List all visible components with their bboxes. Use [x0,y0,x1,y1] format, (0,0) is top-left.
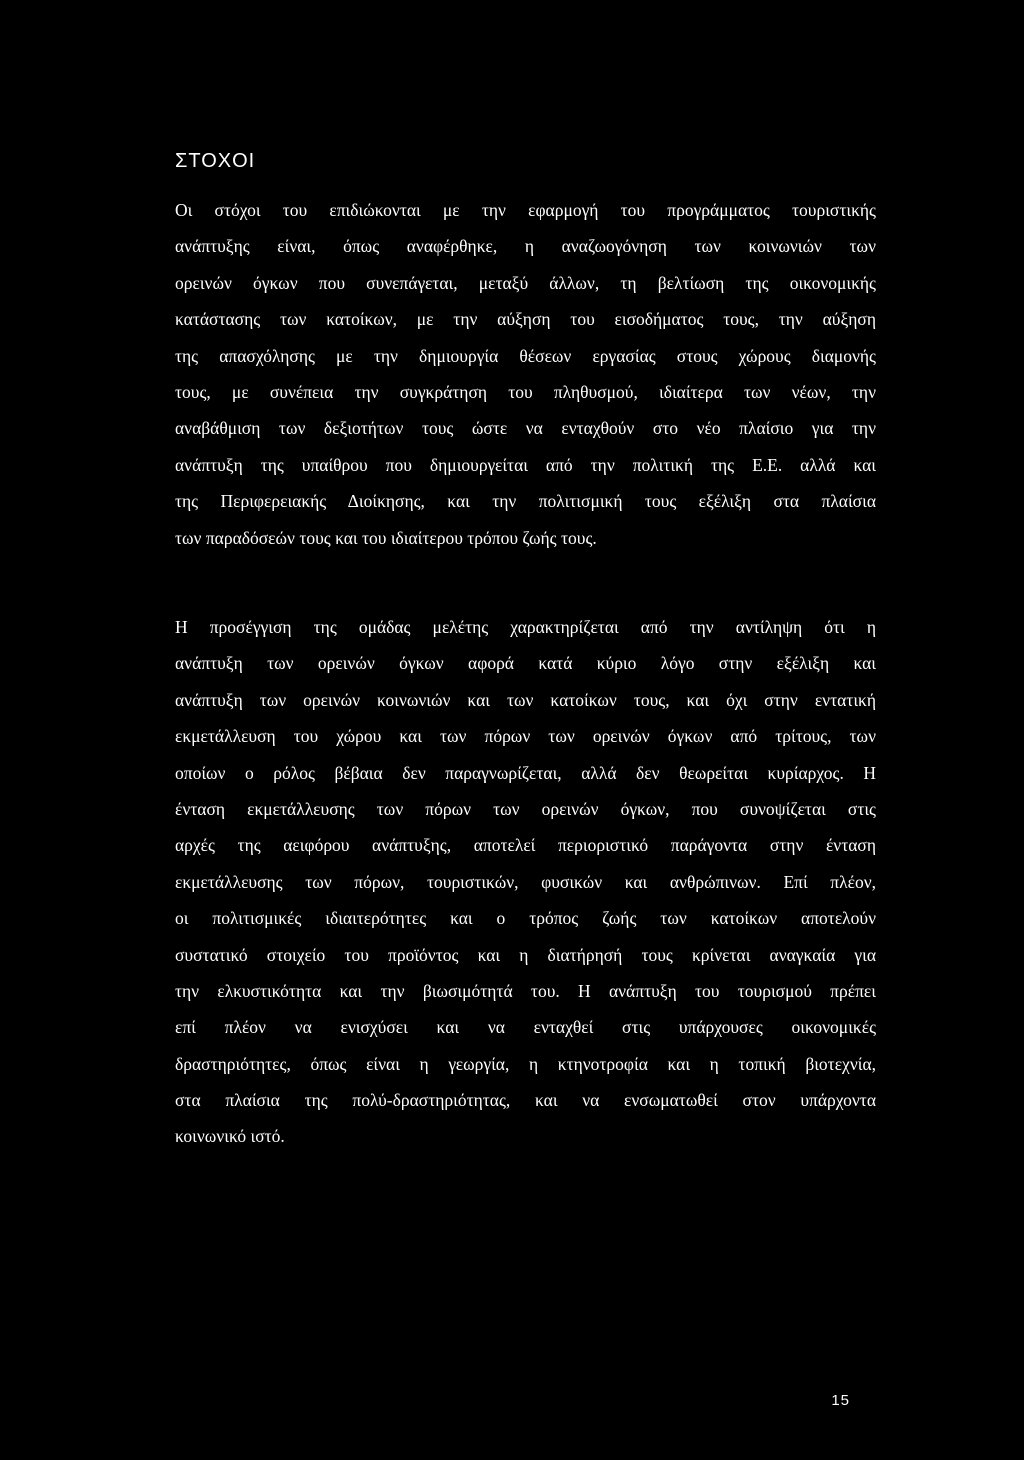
text-line: ένταση εκμετάλλευσης των πόρων των ορεινών όγκων, που συνοψίζεται στις [175,798,876,819]
section-heading: ΣΤΟΧΟΙ [175,150,256,172]
text-line: της Περιφερειακής Διοίκησης, και την πολιτισμική τους εξέλιξη στα πλαίσια [175,491,876,512]
text-line: αρχές της αειφόρου ανάπτυξης, αποτελεί περιοριστικό παράγοντα στην ένταση [175,835,876,856]
text-line: συστατικό στοιχείο του προϊόντος και η διατήρησή τους κρίνεται αναγκαία για [175,944,876,965]
paragraph-approach [175,609,876,1155]
text-line: ανάπτυξης είναι, όπως αναφέρθηκε, η αναζωογόνηση των κοινωνιών των [175,236,876,257]
paragraph-objectives [175,192,876,556]
text-line: ορεινών όγκων που συνεπάγεται, μεταξύ άλλων, τη βελτίωση της οικονομικής [175,272,876,293]
text-line: τους, με συνέπεια την συγκράτηση του πληθυσμού, ιδιαίτερα των νέων, την [175,381,876,402]
text-line: των παραδόσεών τους και του ιδιαίτερου τρόπου ζωής τους. [175,527,597,548]
page-number: 15 [831,1392,850,1409]
text-line: Η προσέγγιση της ομάδας μελέτης χαρακτηρίζεται από την αντίληψη ότι η [175,617,876,637]
text-line: δραστηριότητες, όπως είναι η γεωργία, η κτηνοτροφία και η τοπική βιοτεχνία, [175,1053,876,1074]
text-line: οι πολιτισμικές ιδιαιτερότητες και ο τρόπος ζωής των κατοίκων αποτελούν [175,908,876,929]
text-line: Οι στόχοι του επιδιώκονται με την εφαρμογή του προγράμματος τουριστικής [175,200,876,220]
text-line: εκμετάλλευσης των πόρων, τουριστικών, φυσικών και ανθρώπινων. Επί πλέον, [175,871,876,892]
text-line: οποίων ο ρόλος βέβαια δεν παραγνωρίζεται, αλλά δεν θεωρείται κυρίαρχος. Η [175,762,876,783]
text-line: ανάπτυξη των ορεινών κοινωνιών και των κατοίκων τους, και όχι στην εντατική [175,689,876,710]
text-line: ανάπτυξη της υπαίθρου που δημιουργείται από την πολιτική της Ε.Ε. αλλά και [175,454,876,475]
text-line: την ελκυστικότητα και την βιωσιμότητά του. Η ανάπτυξη του τουρισμού πρέπει [175,980,876,1001]
text-line: ανάπτυξη των ορεινών όγκων αφορά κατά κύριο λόγο στην εξέλιξη και [175,653,876,674]
text-line: εκμετάλλευση του χώρου και των πόρων των ορεινών όγκων από τρίτους, των [175,726,876,747]
text-line: κατάστασης των κατοίκων, με την αύξηση του εισοδήματος τους, την αύξηση [175,309,876,330]
text-line: της απασχόλησης με την δημιουργία θέσεων εργασίας στους χώρους διαμονής [175,345,876,366]
text-line: αναβάθμιση των δεξιοτήτων τους ώστε να ενταχθούν στο νέο πλαίσιο για την [175,418,876,439]
text-line: κοινωνικό ιστό. [175,1126,285,1147]
text-line: επί πλέον να ενισχύσει και να ενταχθεί στις υπάρχουσες οικονομικές [175,1017,876,1038]
text-line: στα πλαίσια της πολύ-δραστηριότητας, και να ενσωματωθεί στον υπάρχοντα [175,1090,876,1111]
